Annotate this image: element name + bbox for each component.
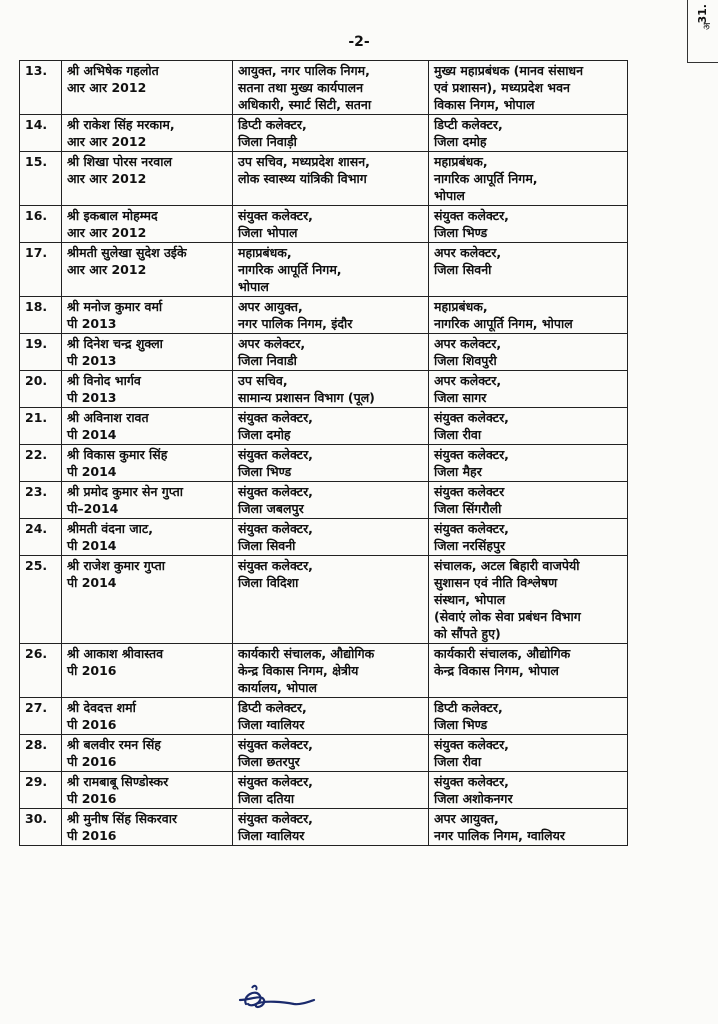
officer-name-line: श्री राजेश कुमार गुप्ता: [67, 558, 165, 573]
table-row: [20, 152, 628, 206]
current-posting-cell: [233, 644, 429, 698]
new-posting-line: महाप्रबंधक,: [434, 299, 488, 314]
officer-name-line: पी 2016: [67, 663, 117, 678]
officer-name-line: आर आर 2012: [67, 171, 147, 186]
current-posting-line: संयुक्त कलेक्टर,: [238, 208, 313, 223]
officer-name-cell: [62, 61, 233, 115]
current-posting-cell: [233, 243, 429, 297]
corner-text: अ: [702, 22, 713, 30]
new-posting-line: संस्थान, भोपाल: [434, 592, 506, 607]
current-posting-cell: [233, 115, 429, 152]
table-row: [20, 809, 628, 846]
new-posting-line: जिला सिवनी: [434, 262, 492, 277]
officer-name-line: पी 2013: [67, 353, 117, 368]
officer-name-line: श्री विकास कुमार सिंह: [67, 447, 168, 462]
officer-name-line: पी 2013: [67, 390, 117, 405]
officer-name-line: श्री बलवीर रमन सिंह: [67, 737, 161, 752]
new-posting-line: जिला सागर: [434, 390, 487, 405]
current-posting-line: जिला ग्वालियर: [238, 828, 305, 843]
table-row: [20, 297, 628, 334]
new-posting-line: जिला दमोह: [434, 134, 487, 149]
officer-name-line: पी 2014: [67, 427, 117, 442]
new-posting-line: जिला अशोकनगर: [434, 791, 513, 806]
table-row: [20, 206, 628, 243]
current-posting-line: अधिकारी, स्मार्ट सिटी, सतना: [238, 97, 372, 112]
serial-number: 16.: [20, 206, 62, 243]
officer-name-line: पी 2014: [67, 538, 117, 553]
current-posting-cell: [233, 152, 429, 206]
officer-name-cell: [62, 371, 233, 408]
new-posting-cell: [429, 482, 628, 519]
new-posting-line: जिला भिण्ड: [434, 225, 488, 240]
new-posting-line: जिला रीवा: [434, 754, 482, 769]
officer-name-line: श्री दिनेश चन्द्र शुक्ला: [67, 336, 163, 351]
officer-name-cell: [62, 152, 233, 206]
officer-name-cell: [62, 519, 233, 556]
officer-name-cell: [62, 445, 233, 482]
table-row: [20, 772, 628, 809]
new-posting-line: जिला रीवा: [434, 427, 482, 442]
new-posting-line: अपर कलेक्टर,: [434, 336, 502, 351]
table-row: [20, 735, 628, 772]
new-posting-cell: [429, 445, 628, 482]
new-posting-cell: [429, 115, 628, 152]
current-posting-line: कार्यकारी संचालक, औद्योगिक: [238, 646, 375, 661]
new-posting-cell: [429, 297, 628, 334]
current-posting-cell: [233, 735, 429, 772]
current-posting-line: जिला छतरपुर: [238, 754, 300, 769]
new-posting-line: भोपाल: [434, 188, 465, 203]
current-posting-line: संयुक्त कलेक्टर,: [238, 521, 313, 536]
officer-name-cell: [62, 698, 233, 735]
officer-name-line: पी 2014: [67, 464, 117, 479]
new-posting-cell: [429, 206, 628, 243]
current-posting-line: कार्यालय, भोपाल: [238, 680, 317, 695]
serial-number: 21.: [20, 408, 62, 445]
officer-name-cell: [62, 206, 233, 243]
officer-name-line: श्री विनोद भार्गव: [67, 373, 141, 388]
table-row: [20, 243, 628, 297]
current-posting-line: नागरिक आपूर्ति निगम,: [238, 262, 342, 277]
serial-number: 14.: [20, 115, 62, 152]
new-posting-cell: [429, 61, 628, 115]
serial-number: 24.: [20, 519, 62, 556]
officer-name-cell: [62, 243, 233, 297]
officer-name-cell: [62, 556, 233, 644]
current-posting-line: लोक स्वास्थ्य यांत्रिकी विभाग: [238, 171, 367, 186]
new-posting-cell: [429, 519, 628, 556]
officer-name-line: श्री मुनीष सिंह सिकरवार: [67, 811, 178, 826]
current-posting-cell: [233, 482, 429, 519]
officer-name-line: श्री इकबाल मोहम्मद: [67, 208, 158, 223]
serial-number: 23.: [20, 482, 62, 519]
current-posting-cell: [233, 334, 429, 371]
current-posting-cell: [233, 371, 429, 408]
current-posting-line: भोपाल: [238, 279, 269, 294]
new-posting-cell: [429, 334, 628, 371]
officer-name-cell: [62, 644, 233, 698]
new-posting-line: महाप्रबंधक,: [434, 154, 488, 169]
new-posting-line: संयुक्त कलेक्टर,: [434, 774, 509, 789]
current-posting-line: केन्द्र विकास निगम, क्षेत्रीय: [238, 663, 359, 678]
new-posting-line: नगर पालिक निगम, ग्वालियर: [434, 828, 566, 843]
current-posting-line: संयुक्त कलेक्टर,: [238, 410, 313, 425]
officer-name-cell: [62, 115, 233, 152]
new-posting-line: जिला मैहर: [434, 464, 482, 479]
officer-name-line: श्री देवदत्त शर्मा: [67, 700, 136, 715]
current-posting-line: संयुक्त कलेक्टर,: [238, 558, 313, 573]
new-posting-line: (सेवाएं लोक सेवा प्रबंधन विभाग: [434, 609, 581, 624]
new-posting-line: जिला नरसिंहपुर: [434, 538, 506, 553]
new-posting-line: नागरिक आपूर्ति निगम, भोपाल: [434, 316, 573, 331]
officer-name-line: पी 2014: [67, 575, 117, 590]
current-posting-line: जिला सिवनी: [238, 538, 296, 553]
officer-name-cell: [62, 482, 233, 519]
new-posting-line: को सौंपते हुए): [434, 626, 501, 641]
current-posting-cell: [233, 61, 429, 115]
new-posting-cell: [429, 644, 628, 698]
current-posting-line: जिला भोपाल: [238, 225, 298, 240]
new-posting-line: जिला शिवपुरी: [434, 353, 497, 368]
new-posting-line: विकास निगम, भोपाल: [434, 97, 535, 112]
officer-name-cell: [62, 297, 233, 334]
current-posting-line: जिला भिण्ड: [238, 464, 292, 479]
officer-name-line: आर आर 2012: [67, 225, 147, 240]
serial-number: 26.: [20, 644, 62, 698]
new-posting-line: संयुक्त कलेक्टर,: [434, 208, 509, 223]
serial-number: 13.: [20, 61, 62, 115]
serial-number: 20.: [20, 371, 62, 408]
current-posting-line: जिला निवाड़ी: [238, 134, 297, 149]
officer-name-line: श्री शिखा पोरस नरवाल: [67, 154, 172, 169]
current-posting-line: डिप्टी कलेक्टर,: [238, 117, 307, 132]
current-posting-line: अपर कलेक्टर,: [238, 336, 306, 351]
serial-number: 28.: [20, 735, 62, 772]
current-posting-cell: [233, 297, 429, 334]
officer-name-line: पी 2016: [67, 717, 117, 732]
serial-number: 30.: [20, 809, 62, 846]
current-posting-cell: [233, 519, 429, 556]
page-number: -2-: [348, 34, 370, 50]
officer-name-cell: [62, 772, 233, 809]
serial-number: 15.: [20, 152, 62, 206]
signature-image: [234, 974, 324, 1024]
officer-name-line: श्री राकेश सिंह मरकाम,: [67, 117, 175, 132]
new-posting-line: केन्द्र विकास निगम, भोपाल: [434, 663, 559, 678]
new-posting-cell: [429, 371, 628, 408]
corner-tab-label: 31.: [696, 4, 709, 24]
transfer-table: [19, 60, 628, 846]
new-posting-cell: [429, 152, 628, 206]
officer-name-cell: [62, 735, 233, 772]
table-row: [20, 445, 628, 482]
new-posting-cell: [429, 243, 628, 297]
officer-name-line: पी 2016: [67, 828, 117, 843]
serial-number: 22.: [20, 445, 62, 482]
new-posting-line: अपर कलेक्टर,: [434, 373, 502, 388]
new-posting-cell: [429, 408, 628, 445]
new-posting-line: अपर कलेक्टर,: [434, 245, 502, 260]
officer-name-line: पी 2013: [67, 316, 117, 331]
new-posting-cell: [429, 698, 628, 735]
officer-name-line: आर आर 2012: [67, 262, 147, 277]
officer-name-line: पी 2016: [67, 754, 117, 769]
current-posting-line: जिला दमोह: [238, 427, 291, 442]
current-posting-line: महाप्रबंधक,: [238, 245, 292, 260]
table-row: [20, 334, 628, 371]
current-posting-line: अपर आयुक्त,: [238, 299, 303, 314]
officer-name-line: श्री अभिषेक गहलोत: [67, 63, 159, 78]
new-posting-cell: [429, 735, 628, 772]
current-posting-line: जिला विदिशा: [238, 575, 299, 590]
current-posting-cell: [233, 556, 429, 644]
new-posting-line: एवं प्रशासन), मध्यप्रदेश भवन: [434, 80, 570, 95]
table-row: [20, 115, 628, 152]
current-posting-line: उप सचिव,: [238, 373, 288, 388]
new-posting-line: डिप्टी कलेक्टर,: [434, 117, 503, 132]
new-posting-line: अपर आयुक्त,: [434, 811, 499, 826]
new-posting-cell: [429, 556, 628, 644]
table-row: [20, 482, 628, 519]
table-row: [20, 698, 628, 735]
current-posting-cell: [233, 809, 429, 846]
table-row: [20, 371, 628, 408]
serial-number: 17.: [20, 243, 62, 297]
current-posting-line: सतना तथा मुख्य कार्यपालन: [238, 80, 364, 95]
table-row: [20, 644, 628, 698]
officer-name-cell: [62, 334, 233, 371]
current-posting-line: उप सचिव, मध्यप्रदेश शासन,: [238, 154, 370, 169]
new-posting-line: संयुक्त कलेक्टर,: [434, 521, 509, 536]
serial-number: 18.: [20, 297, 62, 334]
table-row: [20, 408, 628, 445]
officer-name-line: श्री आकाश श्रीवास्तव: [67, 646, 164, 661]
serial-number: 25.: [20, 556, 62, 644]
serial-number: 19.: [20, 334, 62, 371]
current-posting-line: संयुक्त कलेक्टर,: [238, 811, 313, 826]
new-posting-line: संयुक्त कलेक्टर,: [434, 410, 509, 425]
officer-name-line: पी 2016: [67, 791, 117, 806]
serial-number: 27.: [20, 698, 62, 735]
new-posting-line: जिला सिंगरौली: [434, 501, 502, 516]
officer-name-line: श्री रामबाबू सिण्डोस्कर: [67, 774, 169, 789]
serial-number: 29.: [20, 772, 62, 809]
officer-name-line: आर आर 2012: [67, 80, 147, 95]
current-posting-line: डिप्टी कलेक्टर,: [238, 700, 307, 715]
officer-name-line: श्रीमती सुलेखा सुदेश उईके: [67, 245, 187, 260]
current-posting-line: संयुक्त कलेक्टर,: [238, 484, 313, 499]
current-posting-cell: [233, 206, 429, 243]
new-posting-line: मुख्य महाप्रबंधक (मानव संसाधन: [434, 63, 584, 78]
table-row: [20, 556, 628, 644]
table-body: [20, 61, 628, 846]
new-posting-line: कार्यकारी संचालक, औद्योगिक: [434, 646, 571, 661]
officer-name-line: श्री प्रमोद कुमार सेन गुप्ता: [67, 484, 184, 499]
officer-name-line: आर आर 2012: [67, 134, 147, 149]
officer-name-line: श्री अविनाश रावत: [67, 410, 149, 425]
current-posting-line: जिला निवाडी: [238, 353, 297, 368]
new-posting-line: जिला भिण्ड: [434, 717, 488, 732]
current-posting-line: संयुक्त कलेक्टर,: [238, 447, 313, 462]
current-posting-line: संयुक्त कलेक्टर,: [238, 737, 313, 752]
current-posting-cell: [233, 445, 429, 482]
current-posting-line: जिला ग्वालियर: [238, 717, 305, 732]
officer-name-cell: [62, 408, 233, 445]
officer-name-line: पी–2014: [67, 501, 119, 516]
current-posting-cell: [233, 698, 429, 735]
current-posting-cell: [233, 408, 429, 445]
officer-name-line: श्रीमती वंदना जाट,: [67, 521, 153, 536]
current-posting-line: जिला दतिया: [238, 791, 295, 806]
officer-name-line: श्री मनोज कुमार वर्मा: [67, 299, 163, 314]
current-posting-line: संयुक्त कलेक्टर,: [238, 774, 313, 789]
table-row: [20, 61, 628, 115]
current-posting-line: जिला जबलपुर: [238, 501, 304, 516]
table-row: [20, 519, 628, 556]
new-posting-line: संयुक्त कलेक्टर,: [434, 737, 509, 752]
current-posting-line: आयुक्त, नगर पालिक निगम,: [238, 63, 370, 78]
new-posting-line: संयुक्त कलेक्टर,: [434, 447, 509, 462]
officer-name-cell: [62, 809, 233, 846]
new-posting-cell: [429, 809, 628, 846]
new-posting-line: संचालक, अटल बिहारी वाजपेयी: [434, 558, 580, 573]
new-posting-line: डिप्टी कलेक्टर,: [434, 700, 503, 715]
current-posting-cell: [233, 772, 429, 809]
new-posting-line: संयुक्त कलेक्टर: [434, 484, 505, 499]
current-posting-line: सामान्य प्रशासन विभाग (पूल): [238, 390, 375, 405]
new-posting-line: सुशासन एवं नीति विश्लेषण: [434, 575, 558, 590]
new-posting-line: नागरिक आपूर्ति निगम,: [434, 171, 538, 186]
new-posting-cell: [429, 772, 628, 809]
current-posting-line: नगर पालिक निगम, इंदौर: [238, 316, 353, 331]
